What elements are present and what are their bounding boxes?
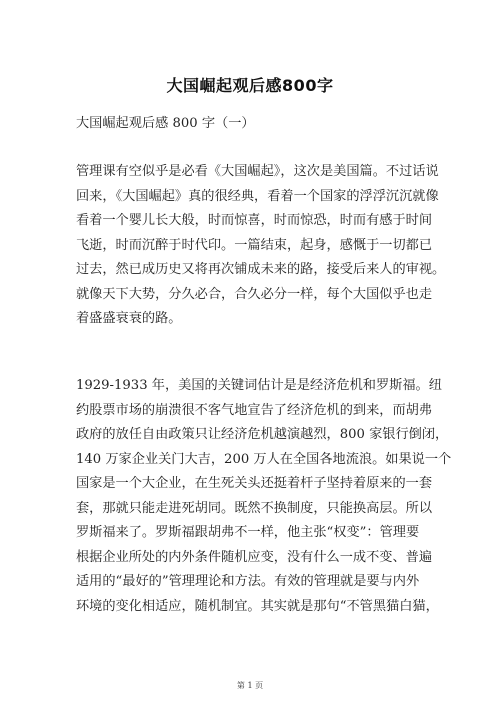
document-subtitle: 大国崛起观后感 800 字（一）	[76, 116, 255, 131]
text-line: 套，那就只能走进死胡同。既然不换制度，只能换高层。所以	[76, 500, 433, 516]
text-line: 着盛盛衰衰的路。	[76, 311, 182, 326]
text-line: 就像天下大势，分久必合，合久必分一样，每个大国似乎也走	[76, 286, 433, 302]
text-line: 过去，然已成历史又将再次铺成未来的路，接受后来人的审视。	[76, 262, 446, 277]
text-line: 罗斯福来了。罗斯福跟胡弗不一样，他主张“权变”：管理要	[76, 525, 420, 540]
text-line: 1929-1933 年，美国的关键词估计是是经济危机和罗斯福。纽	[76, 378, 442, 393]
text-line: 国家是一个大企业，在生死关头还挺着杆子坚持着原来的一套	[76, 476, 433, 491]
text-line: 飞逝，时而沉醉于时代印。一篇结束，起身，感慨于一切都已	[76, 237, 433, 253]
text-line: 管理课有空似乎是必看《大国崛起》，这次是美国篇。不过话说	[76, 164, 439, 179]
page-number: 第 1 页	[236, 681, 264, 690]
text-line: 适用的“最好的”管理理论和方法。有效的管理就是要与内外	[76, 574, 420, 589]
text-line: 约股票市场的崩溃很不客气地宣告了经济危机的到来，而胡弗	[76, 402, 433, 418]
text-line: 政府的放任自由政策只让经济危机越演越烈，800 家银行倒闭，	[76, 427, 449, 442]
paragraph-2	[76, 374, 452, 619]
text-line: 根据企业所处的内外条件随机应变，没有什么一成不变、普遍	[76, 549, 433, 565]
document-title: 大国崛起观后感800字	[166, 76, 334, 95]
text-line: 看着一个婴儿长大般，时而惊喜，时而惊恐，时而有感于时间	[76, 213, 433, 228]
text-line: 回来，《大国崛起》真的很经典，看着一个国家的浮浮沉沉就像	[76, 188, 439, 204]
text-line: 140 万家企业关门大吉，200 万人在全国各地流浪。如果说一个	[76, 451, 452, 467]
paragraph-1	[76, 160, 446, 332]
text-line: 环境的变化相适应，随机制宜。其实就是那句“不管黑猫白猫，	[76, 598, 439, 614]
